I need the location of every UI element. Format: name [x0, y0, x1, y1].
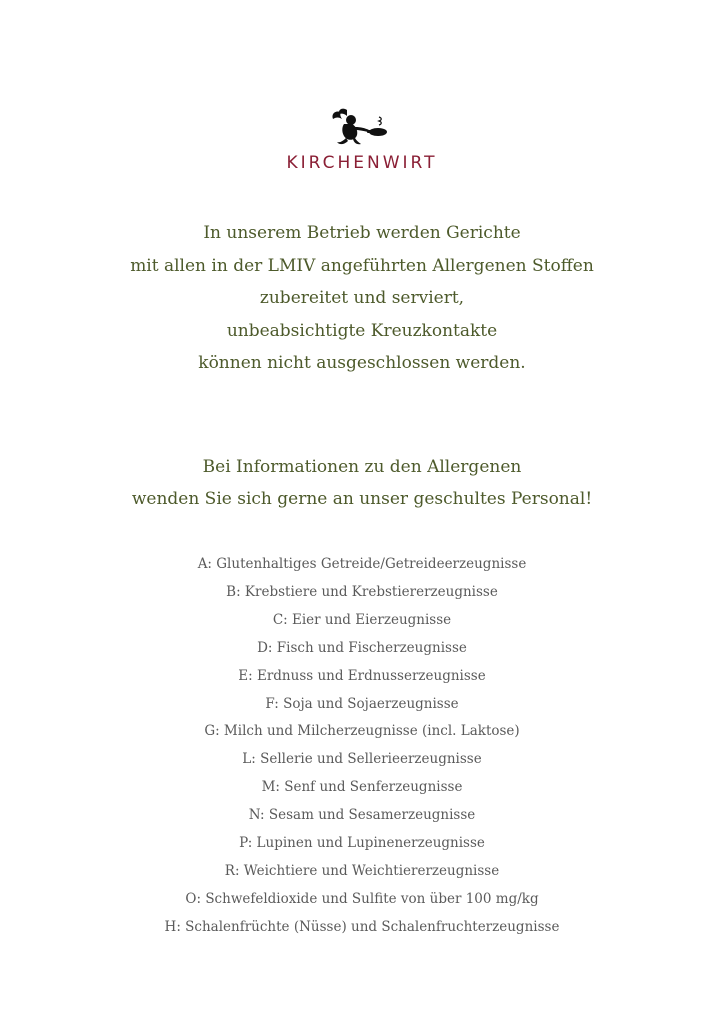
- allergen-item: H: Schalenfrüchte (Nüsse) und Schalenfruchterzeugnisse: [164, 918, 560, 935]
- allergen-item: A: Glutenhaltiges Getreide/Getreideerzeugnisse: [197, 556, 527, 572]
- info-line: Bei Informationen zu den Allergenen: [202, 457, 522, 477]
- allergen-list: [0, 551, 724, 942]
- intro-line: können nicht ausgeschlossen werden.: [198, 353, 526, 373]
- allergen-item: C: Eier und Eierzeugnisse: [272, 611, 452, 628]
- allergen-item: N: Sesam und Sesamerzeugnisse: [248, 807, 476, 824]
- allergen-item: B: Krebstiere und Krebstiererzeugnisse: [226, 583, 498, 600]
- cherub-with-pan-icon: [327, 108, 397, 148]
- allergen-item: P: Lupinen und Lupinenerzeugnisse: [239, 835, 485, 852]
- brand-name: KIRCHENWIRT: [286, 153, 438, 173]
- allergen-item: O: Schwefeldioxide und Sulfite von über 100 mg/kg: [185, 890, 539, 907]
- logo: [0, 108, 724, 148]
- allergen-item: L: Sellerie und Sellerieerzeugnisse: [242, 751, 482, 768]
- allergen-item: G: Milch und Milcherzeugnisse (incl. Laktose): [204, 723, 520, 740]
- allergen-item: E: Erdnuss und Erdnusserzeugnisse: [238, 667, 486, 684]
- intro-text: [0, 217, 724, 380]
- intro-line: unbeabsichtigte Kreuzkontakte: [226, 320, 498, 341]
- allergen-item: R: Weichtiere und Weichtiererzeugnisse: [224, 862, 500, 879]
- allergen-item: F: Soja und Sojaerzeugnisse: [265, 695, 459, 712]
- intro-line: zubereitet und serviert,: [259, 288, 465, 308]
- allergen-item: M: Senf und Senferzeugnisse: [261, 779, 463, 796]
- info-line: wenden Sie sich gerne an unser geschultes Personal!: [131, 489, 593, 509]
- allergen-item: D: Fisch und Fischerzeugnisse: [257, 639, 467, 656]
- info-text: [0, 451, 724, 515]
- intro-line: In unserem Betrieb werden Gerichte: [203, 223, 521, 243]
- intro-line: mit allen in der LMIV angeführten Allergenen Stoffen: [130, 255, 594, 276]
